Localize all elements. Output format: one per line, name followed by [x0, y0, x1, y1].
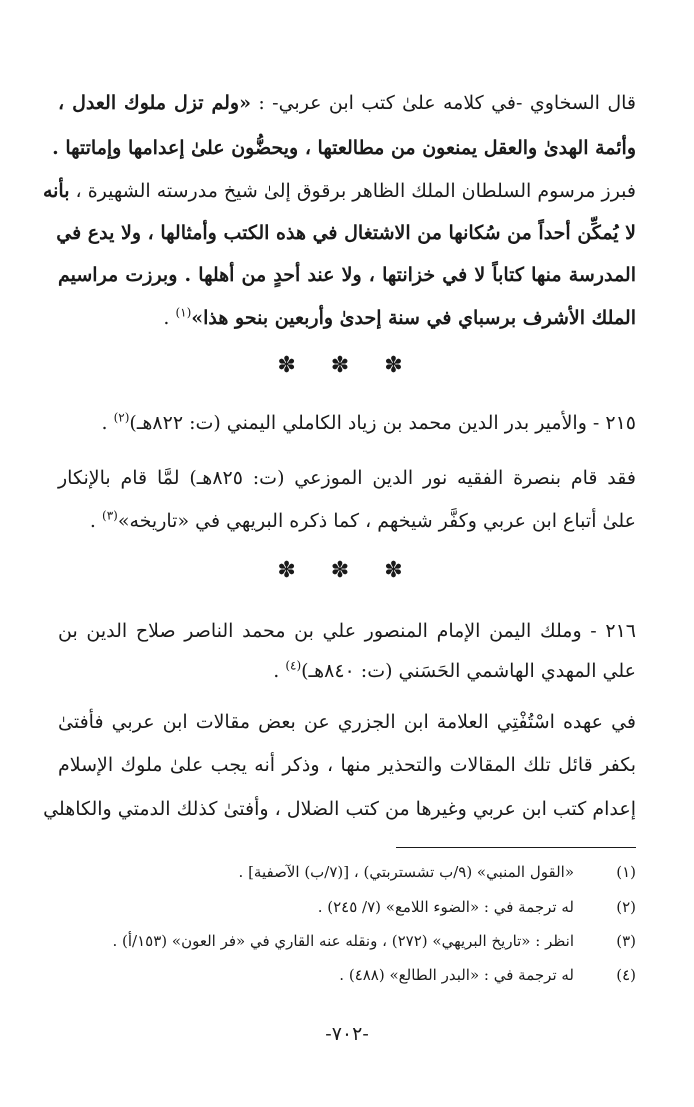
entry-heading [58, 616, 636, 646]
text-plain: علي المهدي الهاشمي الحَسَني (ت: ٨٤٠هـ) [301, 660, 636, 682]
entry-line [58, 750, 636, 780]
entry-heading [58, 656, 636, 686]
paragraph1-line [42, 176, 636, 206]
footnote-text: له ترجمة في : «البدر الطالع» (٤٨٨) . [339, 966, 574, 984]
text-plain: . [163, 307, 176, 329]
paragraph1-line [52, 133, 636, 163]
text-bold: لا يُمكِّن أحداً من سُكانها من الاشتغال في هذه الكتب وأمثالها ، ولا يدع في [56, 222, 636, 244]
text-plain: في عهده اسْتُفْتِي العلامة ابن الجزري عن بعض مقالات ابن عربي فأفتىٰ [58, 711, 636, 733]
footnote-text: «القول المنبي» (٩/ب تشستربتي) ، [(٧/ب) الآصفية] . [238, 863, 574, 881]
text-bold: الملك الأشرف برسباي في سنة إحدىٰ وأربعين بنحو هذا» [191, 307, 636, 329]
text-plain: قال السخاوي -في كلامه علىٰ كتب ابن عربي- : [250, 92, 636, 114]
footnote-divider [396, 847, 636, 848]
footnote-ref[interactable]: (٢) [113, 410, 130, 425]
text-bold: «ولم تزل ملوك العدل ، [58, 92, 251, 114]
entry-line [58, 707, 636, 737]
text-plain: . [101, 412, 114, 434]
footnote [36, 926, 636, 956]
footnote-number: (٢) [616, 898, 636, 916]
paragraph1-line [58, 88, 636, 118]
footnote-number: (٣) [616, 932, 636, 950]
footnote-text: له ترجمة في : «الضوء اللامع» (٧/ ٢٤٥) . [317, 898, 574, 916]
footnote-number: (١) [616, 863, 636, 881]
text-plain: علىٰ أتباع ابن عربي وكفَّر شيخهم ، كما ذكره البريهي في «تاريخه» [117, 510, 636, 532]
footnote [36, 857, 636, 887]
text-plain: فقد قام بنصرة الفقيه نور الدين الموزعي (ت: ٨٢٥هـ) لمَّا قام بالإنكار [58, 467, 636, 489]
text-bold: وأئمة الهدىٰ والعقل يمنعون من مطالعتها ، ويحضُّون علىٰ إعدامها وإماتتها . [52, 137, 636, 159]
section-separator: ✽ ✽ ✽ [277, 558, 417, 583]
text-plain: ٢١٥ - والأمير بدر الدين محمد بن زياد الكاملي اليمني (ت: ٨٢٢هـ) [129, 412, 636, 434]
footnote [36, 892, 636, 922]
text-plain: بكفر قائل تلك المقالات والتحذير منها ، وذكر أنه يجب علىٰ ملوك الإسلام [58, 754, 636, 776]
text-plain: ٢١٦ - وملك اليمن الإمام المنصور علي بن محمد الناصر صلاح الدين بن [58, 620, 636, 642]
paragraph1-line [58, 303, 636, 333]
footnote-ref[interactable]: (٤) [285, 658, 302, 673]
entry-line [58, 506, 636, 536]
footnote-text: انظر : «تاريخ البريهي» (٢٧٢) ، ونقله عنه القاري في «فر العون» (١٥٣/أ) . [112, 932, 574, 950]
entry-heading [58, 408, 636, 438]
text-plain: . [89, 510, 102, 532]
text-bold: بأنه [42, 180, 70, 202]
section-separator: ✽ ✽ ✽ [277, 353, 417, 378]
text-plain: إعدام كتب ابن عربي وغيرها من كتب الضلال ، وأفتىٰ كذلك الدمتي والكاهلي [43, 798, 636, 820]
footnote [36, 960, 636, 990]
footnote-ref[interactable]: (١) [175, 305, 192, 320]
entry-line [43, 794, 636, 824]
page-number: -٧٠٢- [325, 1023, 369, 1045]
paragraph1-line [58, 260, 636, 290]
footnote-number: (٤) [616, 966, 636, 984]
text-plain: . [273, 660, 286, 682]
text-bold: المدرسة منها كتاباً لا في خزانتها ، ولا عند أحدٍ من أهلها . وبرزت مراسيم [58, 264, 636, 286]
text-plain: فبرز مرسوم السلطان الملك الظاهر برقوق إلىٰ شيخ مدرسته الشهيرة ، [69, 180, 636, 202]
footnote-ref[interactable]: (٣) [102, 508, 118, 523]
entry-line [58, 463, 636, 493]
paragraph1-line [58, 218, 636, 248]
